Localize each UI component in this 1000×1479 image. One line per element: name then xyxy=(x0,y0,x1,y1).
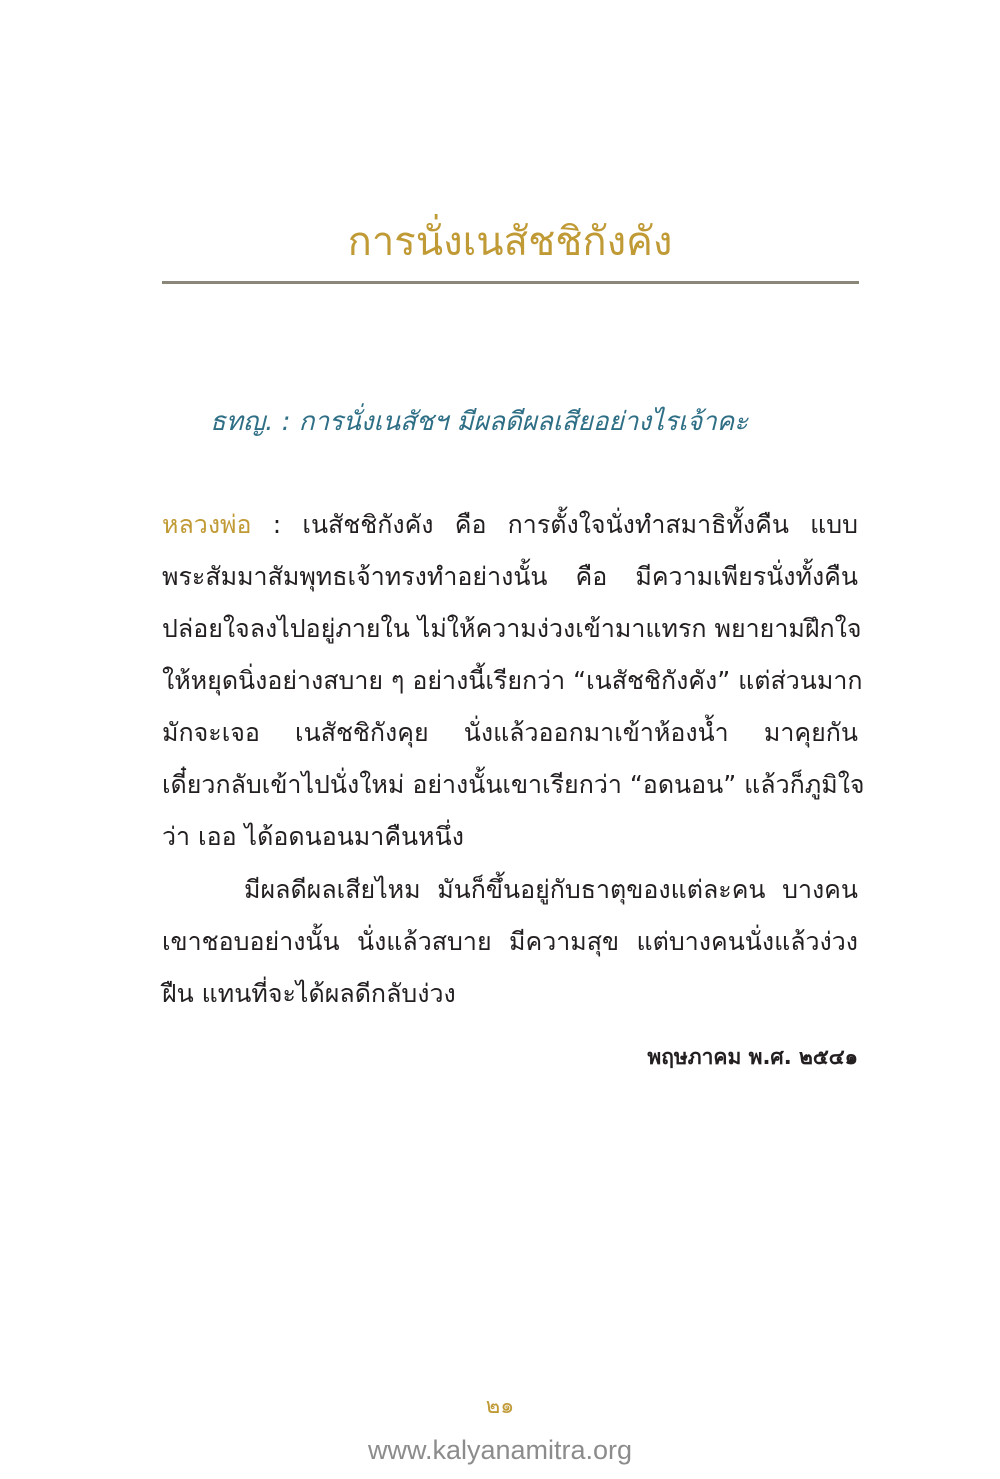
question-text: ธทญ. : การนั่งเนสัชฯ มีผลดีผลเสียอย่างไรเจ้าคะ xyxy=(210,407,749,437)
answer-line: เดี๋ยวกลับเข้าไปนั่งใหม่ อย่างนั้นเขาเรียกว่า “อดนอน” แล้วก็ภูมิใจ xyxy=(162,770,865,799)
answer-line: มักจะเจอ เนสัชชิกังคุย นั่งแล้วออกมาเข้าห้องน้ำ มาคุยกัน xyxy=(162,718,858,747)
answer-line: เขาชอบอย่างนั้น นั่งแล้วสบาย มีความสุข แต่บางคนนั่งแล้วง่วง xyxy=(162,927,858,956)
answer-line: ปล่อยใจลงไปอยู่ภายใน ไม่ให้ความง่วงเข้ามาแทรก พยายามฝึกใจ xyxy=(162,614,862,643)
answer-paragraph-1 xyxy=(162,499,865,863)
title-divider xyxy=(162,281,859,284)
page-number: ๒๑ xyxy=(485,1394,515,1419)
answer-line: ฝืน แทนที่จะได้ผลดีกลับง่วง xyxy=(162,979,456,1008)
answer-line xyxy=(162,499,858,551)
answer-paragraph-2 xyxy=(162,864,858,1020)
answer-line: มีผลดีผลเสียไหม มันก็ขึ้นอยู่กับธาตุของแต่ละคน บางคน xyxy=(244,875,858,904)
answer-line-text: เนสัชชิกังคัง คือ การตั้งใจนั่งทำสมาธิทั้งคืน แบบ xyxy=(302,510,858,539)
date-signature: พฤษภาคม พ.ศ. ๒๕๔๑ xyxy=(647,1045,858,1069)
answer-line: ว่า เออ ได้อดนอนมาคืนหนึ่ง xyxy=(162,822,464,851)
speaker-separator: : xyxy=(251,510,303,539)
speaker-label: หลวงพ่อ xyxy=(162,510,252,539)
answer-line: พระสัมมาสัมพุทธเจ้าทรงทำอย่างนั้น คือ มีความเพียรนั่งทั้งคืน xyxy=(162,562,858,591)
page-title: การนั่งเนสัชชิกังคัง xyxy=(347,219,673,265)
website-footer: www.kalyanamitra.org xyxy=(367,1435,633,1465)
answer-line: ให้หยุดนิ่งอย่างสบาย ๆ อย่างนี้เรียกว่า “เนสัชชิกังคัง” แต่ส่วนมาก xyxy=(162,666,863,695)
